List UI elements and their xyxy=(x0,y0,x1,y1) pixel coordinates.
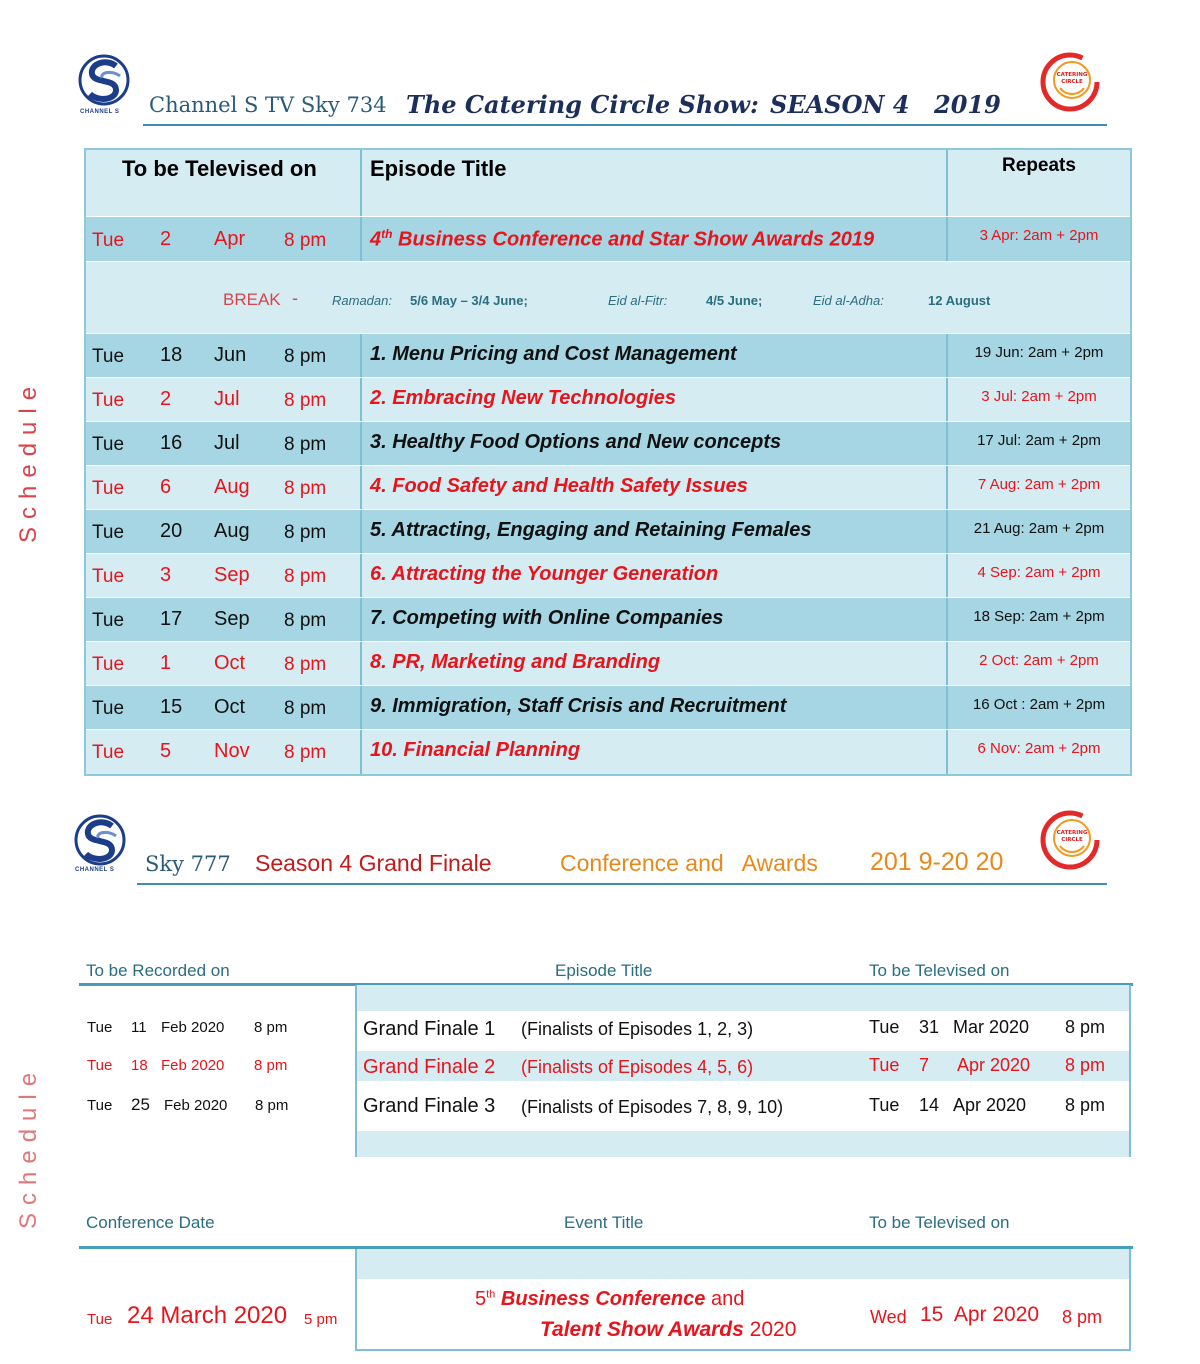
header2-channel: Sky 777 xyxy=(145,852,231,876)
rec-month: Feb 2020 xyxy=(161,1019,225,1036)
row-date: 16 xyxy=(160,432,183,454)
row-time: 8 pm xyxy=(284,478,327,499)
table1-header-row xyxy=(86,150,1130,217)
row-month: Nov xyxy=(214,740,250,762)
rec-date: 25 xyxy=(131,1095,150,1114)
gf-sub: (Finalists of Episodes 7, 8, 9, 10) xyxy=(521,1097,784,1117)
row-date: 2 xyxy=(160,228,172,250)
row-repeat: 2 Oct: 2am + 2pm xyxy=(979,652,1099,669)
channel-s-logo xyxy=(76,54,132,110)
break-dash: - xyxy=(292,288,298,308)
tv-day: Tue xyxy=(869,1055,900,1075)
header1-channel: Channel S TV Sky 734 xyxy=(149,93,387,117)
tv-date: 7 xyxy=(919,1055,930,1075)
break-fitr: 4/5 June; xyxy=(706,293,763,308)
table1-row xyxy=(86,466,1130,510)
tv-date: 31 xyxy=(919,1017,940,1037)
row-title: 6. Attracting the Younger Generation xyxy=(370,563,719,585)
table1-row xyxy=(86,598,1130,642)
event-line-1: 5th Business Conference and xyxy=(475,1288,745,1310)
gf-title: Grand Finale 2 xyxy=(363,1056,496,1078)
table2-header-televised: To be Televised on xyxy=(869,961,1010,980)
row-title: 4th Business Conference and Star Show Awards 2019 xyxy=(370,227,875,251)
rec-day: Tue xyxy=(87,1019,113,1036)
table1-row-first xyxy=(86,217,1130,262)
row-month: Jul xyxy=(214,432,240,454)
row-date: 3 xyxy=(160,564,172,586)
catering-circle-logo-2 xyxy=(1040,810,1100,870)
header2-finale: Season 4 Grand Finale xyxy=(255,850,492,876)
tv-month: Apr 2020 xyxy=(957,1055,1031,1075)
row-date: 17 xyxy=(160,608,183,630)
table3-header-title: Event Title xyxy=(564,1213,644,1232)
row-date: 15 xyxy=(160,696,183,718)
row-repeat: 6 Nov: 2am + 2pm xyxy=(977,740,1101,757)
rec-day: Tue xyxy=(87,1097,113,1114)
row-month: Aug xyxy=(214,476,250,498)
schedule-table-1 xyxy=(84,148,1132,776)
table3-header-date: Conference Date xyxy=(86,1213,215,1232)
svg-text:CIRCLE: CIRCLE xyxy=(1061,837,1083,843)
channel-s-caption: CHANNEL S xyxy=(80,109,120,115)
rec-time: 8 pm xyxy=(254,1057,288,1074)
row-repeat: 4 Sep: 2am + 2pm xyxy=(977,564,1101,581)
row-time: 8 pm xyxy=(284,654,327,675)
rec-month: Feb 2020 xyxy=(164,1097,228,1114)
schedule-side-label-1: Schedule xyxy=(15,378,42,543)
row-month: Sep xyxy=(214,564,250,586)
row-time: 8 pm xyxy=(284,230,327,251)
tv-time: 8 pm xyxy=(1065,1017,1106,1037)
conf-date: 24 March 2020 xyxy=(127,1302,288,1329)
tv-time: 8 pm xyxy=(1065,1095,1106,1115)
row-time: 8 pm xyxy=(284,698,327,719)
row-title: 10. Financial Planning xyxy=(370,739,581,761)
row-day: Tue xyxy=(92,610,125,631)
svg-text:CIRCLE: CIRCLE xyxy=(1061,79,1083,85)
gf-sub: (Finalists of Episodes 4, 5, 6) xyxy=(521,1057,754,1077)
break-adha-label: Eid al-Adha: xyxy=(813,293,884,308)
row-day: Tue xyxy=(92,566,125,587)
table1-row xyxy=(86,334,1130,378)
row-date: 18 xyxy=(160,344,183,366)
rec-date: 18 xyxy=(131,1057,148,1074)
row-day: Tue xyxy=(92,230,125,251)
table2-header-recorded: To be Recorded on xyxy=(86,961,230,980)
row-time: 8 pm xyxy=(284,434,327,455)
rec-date: 11 xyxy=(131,1019,147,1036)
row-date: 20 xyxy=(160,520,183,542)
row-time: 8 pm xyxy=(284,390,327,411)
table1-row xyxy=(86,422,1130,466)
row-title: 7. Competing with Online Companies xyxy=(370,607,724,629)
row-title: 8. PR, Marketing and Branding xyxy=(370,651,661,673)
row-month: Aug xyxy=(214,520,250,542)
rec-day: Tue xyxy=(87,1057,113,1074)
conf-time: 5 pm xyxy=(304,1311,338,1328)
channel-s-caption-2: CHANNEL S xyxy=(75,867,115,873)
rec-time: 8 pm xyxy=(254,1019,288,1036)
row-month: Oct xyxy=(214,652,246,674)
event-line-2: Talent Show Awards 2020 xyxy=(540,1318,797,1341)
gf-sub: (Finalists of Episodes 1, 2, 3) xyxy=(521,1019,754,1039)
row-repeat: 17 Jul: 2am + 2pm xyxy=(977,432,1101,449)
row-repeat: 3 Jul: 2am + 2pm xyxy=(981,388,1097,405)
row-title: 2. Embracing New Technologies xyxy=(370,387,676,409)
row-time: 8 pm xyxy=(284,522,327,543)
tv-month: Apr 2020 xyxy=(953,1095,1027,1115)
conf-day: Tue xyxy=(87,1311,113,1328)
t2-band-bottom xyxy=(357,1131,1129,1157)
row-day: Tue xyxy=(92,390,125,411)
break-fitr-label: Eid al-Fitr: xyxy=(608,293,668,308)
row-month: Jul xyxy=(214,388,240,410)
row-day: Tue xyxy=(92,654,125,675)
row-month: Apr xyxy=(214,228,246,250)
header1-rule xyxy=(143,124,1107,126)
row-date: 1 xyxy=(160,652,172,674)
row-day: Tue xyxy=(92,742,125,763)
row-date: 5 xyxy=(160,740,172,762)
rec-month: Feb 2020 xyxy=(161,1057,225,1074)
tv-time: 8 pm xyxy=(1065,1055,1106,1075)
catering-circle-logo xyxy=(1040,52,1100,112)
header1-year: 2019 xyxy=(934,90,1001,119)
row-repeat: 21 Aug: 2am + 2pm xyxy=(973,520,1105,537)
row-day: Tue xyxy=(92,478,125,499)
break-ramadan: 5/6 May – 3/4 June; xyxy=(410,293,528,308)
svg-text:CATERING: CATERING xyxy=(1056,830,1088,836)
row-date: 2 xyxy=(160,388,172,410)
row-title: 5. Attracting, Engaging and Retaining Females xyxy=(370,519,812,541)
row-title: 9. Immigration, Staff Crisis and Recruitment xyxy=(370,695,787,717)
table3-header-televised: To be Televised on xyxy=(869,1213,1010,1232)
row-time: 8 pm xyxy=(284,566,327,587)
row-time: 8 pm xyxy=(284,346,327,367)
row-title: 1. Menu Pricing and Cost Management xyxy=(370,343,737,365)
header1-season: SEASON 4 xyxy=(770,90,910,119)
table1-row xyxy=(86,642,1130,686)
row-repeat: 19 Jun: 2am + 2pm xyxy=(974,344,1104,361)
row-title: 3. Healthy Food Options and New concepts xyxy=(370,431,782,453)
header2-years: 201 9-20 20 xyxy=(870,848,1004,876)
t2-band-top xyxy=(357,985,1129,1011)
row-time: 8 pm xyxy=(284,742,327,763)
tv-month: Mar 2020 xyxy=(953,1017,1030,1037)
schedule-side-label-2: Schedule xyxy=(15,1064,42,1229)
row-day: Tue xyxy=(92,434,125,455)
row-repeat: 18 Sep: 2am + 2pm xyxy=(973,608,1105,625)
tv-day: Wed xyxy=(870,1307,907,1327)
break-label: BREAK xyxy=(223,290,281,309)
rec-time: 8 pm xyxy=(255,1097,289,1114)
row-repeat: 7 Aug: 2am + 2pm xyxy=(977,476,1101,493)
table1-row xyxy=(86,554,1130,598)
table1-header-repeats: Repeats xyxy=(1002,155,1076,176)
catering-logo-text: CATERING xyxy=(1056,72,1088,78)
tv-day: Tue xyxy=(869,1017,900,1037)
row-time: 8 pm xyxy=(284,610,327,631)
tv-day: Tue xyxy=(869,1095,900,1115)
row-day: Tue xyxy=(92,698,125,719)
header2-rule xyxy=(137,883,1107,885)
row-date: 6 xyxy=(160,476,172,498)
break-ramadan-label: Ramadan: xyxy=(332,293,392,308)
break-adha: 12 August xyxy=(928,293,991,308)
table1-row xyxy=(86,730,1130,774)
table1-break-row xyxy=(86,262,1130,334)
row-title: 4. Food Safety and Health Safety Issues xyxy=(370,475,748,497)
header1-show: The Catering Circle Show: xyxy=(406,90,759,119)
row-month: Oct xyxy=(214,696,246,718)
table1-row xyxy=(86,510,1130,554)
gf-title: Grand Finale 3 xyxy=(363,1095,496,1117)
table2-header-title: Episode Title xyxy=(555,961,653,980)
tv-date: 15 Apr 2020 xyxy=(920,1303,1040,1326)
gf-title: Grand Finale 1 xyxy=(363,1018,496,1040)
row-month: Sep xyxy=(214,608,250,630)
row-day: Tue xyxy=(92,522,125,543)
row-repeat: 3 Apr: 2am + 2pm xyxy=(979,227,1099,244)
t3-band-top xyxy=(357,1249,1129,1279)
row-month: Jun xyxy=(214,344,247,366)
table1-row xyxy=(86,686,1130,730)
row-day: Tue xyxy=(92,346,125,367)
tv-date: 14 xyxy=(919,1095,940,1115)
row-repeat: 16 Oct : 2am + 2pm xyxy=(972,696,1106,713)
channel-s-logo-2 xyxy=(72,814,128,870)
table1-header-title: Episode Title xyxy=(370,156,507,181)
table1-row xyxy=(86,378,1130,422)
table1-header-date: To be Televised on xyxy=(122,156,317,181)
tv-time: 8 pm xyxy=(1062,1307,1103,1327)
header2-conference: Conference and Awards xyxy=(560,850,818,876)
